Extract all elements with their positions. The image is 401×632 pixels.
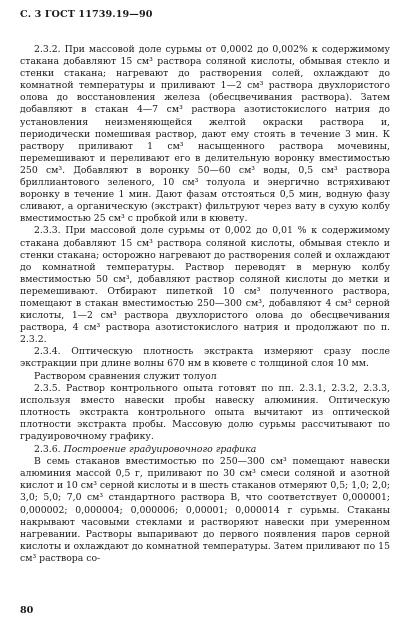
reference-solution-text: Раствором сравнения служит толуол xyxy=(34,370,217,382)
section-heading-2-3-6 xyxy=(20,444,390,456)
section-number: 2.3.6. xyxy=(34,444,61,456)
document-body xyxy=(20,44,390,565)
page-number: 80 xyxy=(20,605,34,616)
page-header: С. 3 ГОСТ 11739.19—90 xyxy=(20,9,153,20)
paragraph-2-3-3: 2.3.3. При массовой доле сурьмы от 0,002 до 0,01 % к содержимому стакана добавляют 15 см³ раствора соляной кислоты, обмывая стекло и стенки стакана; осторожно нагревают до растворения солей и охлаждают до комнатной температуры. Раствор переводят в мерную колбу вместимостью 50 см³, добавляют раствор соляной кислоты до метки и перемешивают. Отбирают пипеткой 10 см³ полученного раствора, помещают в стакан вместимостью 250—300 см³, добавляют 4 см³ серной кислоты, 1—2 см³ раствора двухлористого олова до обесцвечивания раствора, 4 см³ раствора азотистокислого натрия и продолжают по п. 2.3.2. xyxy=(20,225,390,346)
section-title: Построение градуировочного графика xyxy=(63,444,257,456)
paragraph-2-3-2: 2.3.2. При массовой доле сурьмы от 0,0002 до 0,002% к содержимому стакана добавляют 15 см³ раствора соляной кислоты, обмывая стекло и стенки стакана; нагревают до растворения солей, охлаждают до комнатной температуры и приливают 1—2 см³ раствора двухлористого олова до восстановления железа (обесцвечивания раствора). Затем добавляют в стакан 4—7 см³ раствора азотистокислого натрия до установления неизменяющейся желтой окраски раствора и, периодически помешивая раствор, дают ему стоять в течение 3 мин. К раствору приливают 1 см³ насыщенного раствора мочевины, перемешивают и переливают его в делительную воронку вместимостью 250 см³. Добавляют в воронку 50—60 см³ воды, 0,5 см³ раствора бриллиантового зеленого, 10 см³ толуола и энергично встряхивают воронку в течение 1 мин. Дают фазам отстояться 0,5 мин, водную фазу сливают, а органическую (экстракт) фильтруют через вату в сухую колбу вместимостью 25 см³ с пробкой или в кювету. xyxy=(20,44,390,225)
paragraph-2-3-6: В семь стаканов вместимостью по 250—300 см³ помещают навески алюминия массой 0,5 г, приливают по 30 см³ смеси соляной и азотной кислот и 10 см³ серной кислоты и в шесть стаканов отмеряют 0,5; 1,0; 2,0; 3,0; 5,0; 7,0 см³ стандартного раствора В, что соответствует 0,000001; 0,000002; 0,000004; 0,000006; 0,00001; 0,000014 г сурьмы. Стаканы накрывают часовыми стеклами и растворяют навески при умеренном нагревании. Растворы выпаривают до первого появления паров серной кислоты и охлаждают до комнатной температуры. Затем приливают по 15 см³ раствора со- xyxy=(20,456,390,564)
paragraph-reference-solution xyxy=(20,371,390,383)
paragraph-2-3-5: 2.3.5. Раствор контрольного опыта готовят по пп. 2.3.1, 2.3.2, 2.3.3, используя вместо навески пробы навеску алюминия. Оптическую плотность экстракта контрольного опыта вычитают из оптической плотности экстракта пробы. Массовую долю сурьмы рассчитывают по градуировочному графику. xyxy=(20,382,390,442)
paragraph-2-3-4: 2.3.4. Оптическую плотность экстракта измеряют сразу после экстракции при длине волны 670 нм в кювете с толщиной слоя 10 мм. xyxy=(20,346,390,370)
